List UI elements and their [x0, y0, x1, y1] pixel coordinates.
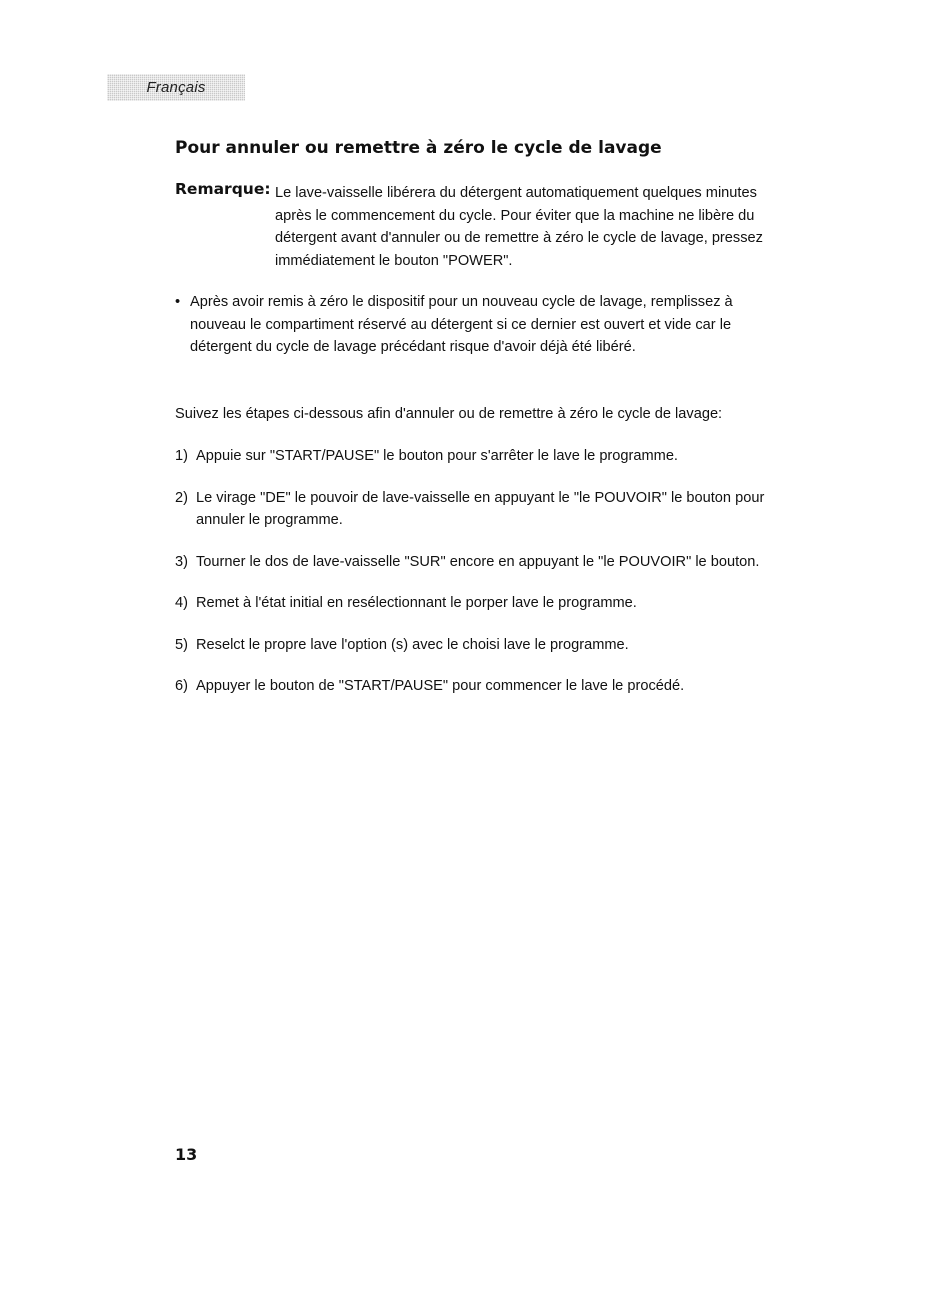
section-title: Pour annuler ou remettre à zéro le cycle de lavage	[175, 138, 662, 158]
step-item	[175, 487, 775, 532]
step-text: Tourner le dos de lave-vaisselle "SUR" encore en appuyant le "le POUVOIR" le bouton.	[196, 553, 760, 570]
language-tab	[107, 74, 245, 101]
step-number: 2)	[175, 489, 188, 506]
steps-list	[175, 445, 775, 717]
step-item	[175, 592, 775, 615]
note-text: Le lave-vaisselle libérera du détergent automatiquement quelques minutes après le commencement du cycle. Pour éviter que la machine ne libère du détergent avant d'annuler ou de remettre à zéro le cycle de lavage, pressez immédiatement le bouton "POWER".	[275, 185, 763, 269]
step-number: 4)	[175, 595, 188, 611]
step-text: Remet à l'état initial en resélectionnant le porper lave le programme.	[196, 595, 637, 611]
bullet-text: Après avoir remis à zéro le dispositif pour un nouveau cycle de lavage, remplissez à nouveau le compartiment réservé au détergent si ce dernier est ouvert et vide car le détergent du cycle de lavage précédant risque d'avoir déjà été libéré.	[190, 294, 733, 355]
page-number: 13	[175, 1145, 198, 1164]
bullet-icon: •	[175, 294, 181, 310]
step-item	[175, 634, 775, 657]
step-number: 6)	[175, 678, 188, 694]
bullet-item	[175, 291, 775, 359]
steps-intro: Suivez les étapes ci-dessous afin d'annuler ou de remettre à zéro le cycle de lavage:	[175, 406, 723, 422]
step-text: Reselct le propre lave l'option (s) avec le choisi lave le programme.	[196, 636, 629, 653]
step-item	[175, 675, 775, 698]
step-number: 5)	[175, 636, 188, 653]
step-number: 3)	[175, 553, 188, 570]
step-number: 1)	[175, 448, 188, 464]
step-text: Appuie sur "START/PAUSE" le bouton pour s'arrêter le lave le programme.	[196, 448, 678, 464]
step-text: Appuyer le bouton de "START/PAUSE" pour commencer le lave le procédé.	[196, 678, 685, 694]
step-item	[175, 551, 775, 574]
step-item	[175, 445, 775, 468]
step-text: Le virage "DE" le pouvoir de lave-vaisselle en appuyant le "le POUVOIR" le bouton pour annuler le programme.	[196, 489, 765, 528]
note-label: Remarque:	[175, 180, 271, 198]
language-tab-label: Français	[146, 79, 206, 96]
